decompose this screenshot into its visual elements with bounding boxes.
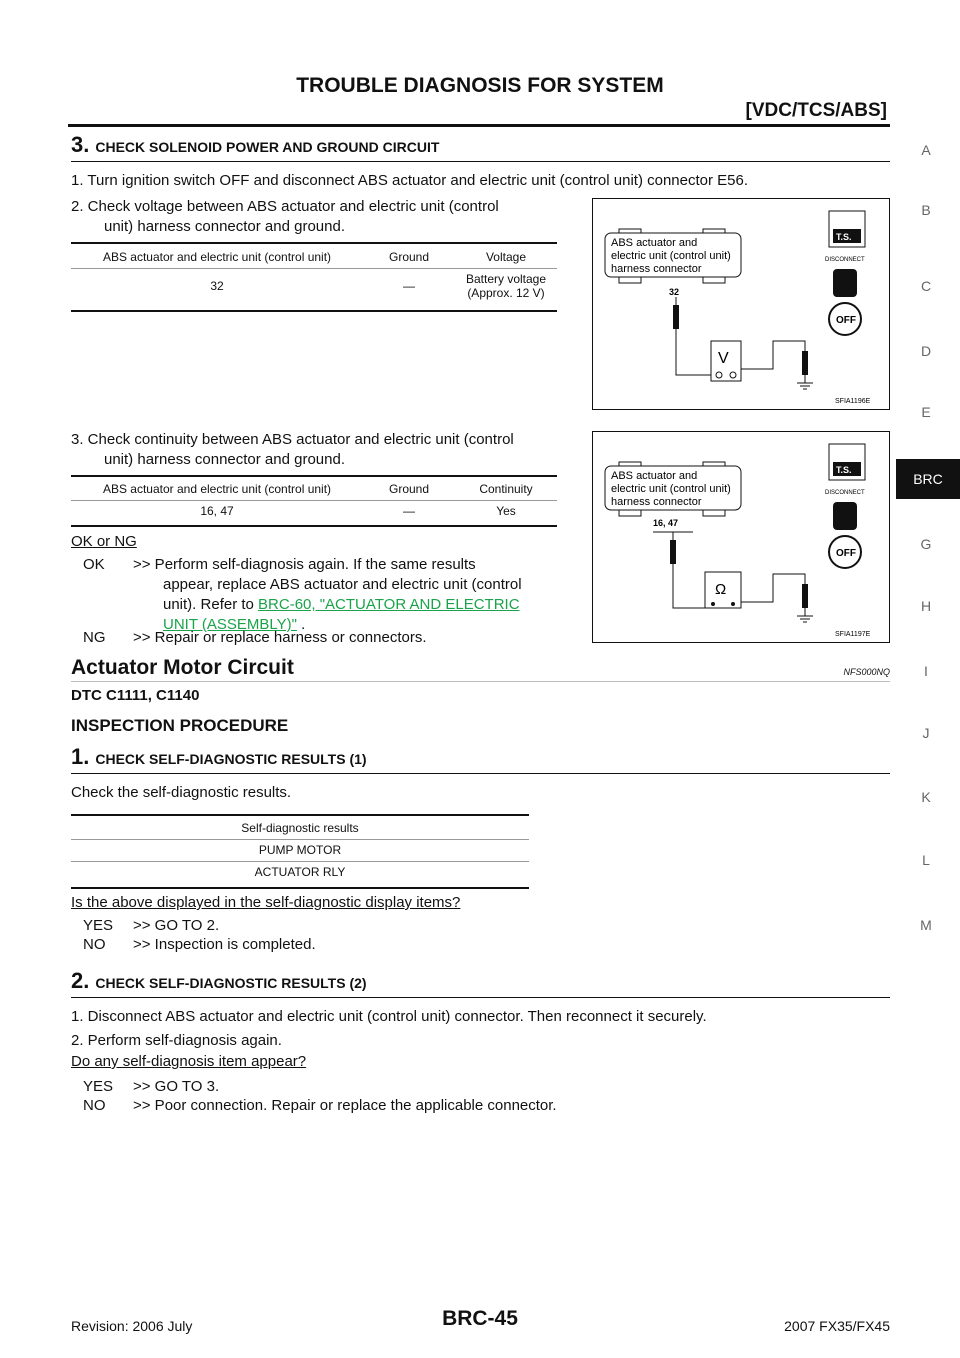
step3-item2-line2: unit) harness connector and ground.	[104, 218, 345, 235]
section-tab-h[interactable]: H	[920, 598, 932, 614]
table2-cell-continuity: Yes	[496, 504, 516, 519]
section-tab-c[interactable]: C	[920, 278, 932, 294]
ok-result	[133, 555, 585, 635]
table1-voltage-line2: (Approx. 12 V)	[467, 285, 545, 300]
table2-cell-ground: —	[403, 504, 415, 519]
footer-revision: Revision: 2006 July	[71, 1318, 193, 1334]
step2-rule	[71, 997, 890, 998]
diag1-label1: ABS actuator and	[611, 237, 698, 249]
ok-text-end: .	[296, 616, 306, 633]
diag2-label1: ABS actuator and	[611, 470, 698, 482]
step3-item3-line1: 3. Check continuity between ABS actuator and electric unit (control	[71, 431, 514, 448]
section-tab-j[interactable]: J	[922, 725, 930, 741]
step1-yes: >> GO TO 2.	[133, 917, 220, 934]
diag1-pin: 32	[669, 287, 680, 297]
section-tab-l[interactable]: L	[922, 852, 930, 868]
step1-no: >> Inspection is completed.	[133, 936, 316, 953]
step1-table-top	[71, 814, 529, 816]
ok-label: OK	[83, 556, 105, 573]
table1-top-rule	[71, 242, 557, 244]
table2-header-ground: Ground	[388, 481, 430, 496]
ok-ng-heading: OK or NG	[71, 533, 137, 550]
table1-bottom-rule	[71, 310, 557, 312]
diag1-code: SFIA1196E	[835, 398, 871, 405]
continuity-check-diagram	[592, 431, 890, 643]
step3-rule	[71, 161, 890, 162]
ok-text-line1: >> Perform self-diagnosis again. If the same results	[133, 556, 476, 573]
step3-item3-line2: unit) harness connector and ground.	[104, 451, 345, 468]
step2-heading	[71, 968, 367, 994]
step1-no-label: NO	[83, 936, 106, 953]
table1-cell-pin: 32	[210, 278, 224, 293]
diag2-code: SFIA1197E	[835, 631, 871, 638]
section-code: NFS000NQ	[843, 667, 890, 677]
diag2-disconnect: DISCONNECT	[825, 490, 865, 496]
diag2-label2: electric unit (control unit)	[611, 483, 731, 495]
table1-voltage-line1: Battery voltage	[465, 271, 547, 286]
step2-question: Do any self-diagnosis item appear?	[71, 1053, 307, 1070]
voltage-table	[71, 246, 557, 303]
diag1-label2: electric unit (control unit)	[611, 250, 731, 262]
diag1-ts: T.S.	[836, 232, 852, 242]
section-title: Actuator Motor Circuit	[71, 656, 294, 679]
step1-heading	[71, 744, 367, 770]
table2-cell-pins: 16, 47	[200, 504, 234, 519]
step2-title: CHECK SELF-DIAGNOSTIC RESULTS (2)	[95, 975, 367, 991]
header-rule	[68, 124, 890, 127]
step2-no: >> Poor connection. Repair or replace the applicable connector.	[133, 1097, 557, 1114]
step2-item1: 1. Disconnect ABS actuator and electric unit (control unit) connector. Then reconnect it securely.	[71, 1008, 707, 1025]
diag2-off: OFF	[836, 548, 856, 559]
section-tab-brc[interactable]: BRC	[896, 459, 960, 499]
diag2-pin: 16, 47	[653, 518, 679, 528]
diag1-meter: V	[718, 350, 729, 367]
footer-model: 2007 FX35/FX45	[784, 1318, 890, 1334]
page-subtitle: [VDC/TCS/ABS]	[745, 100, 887, 121]
section-tab-k[interactable]: K	[921, 789, 931, 805]
diag2-label3: harness connector	[611, 496, 702, 508]
step1-yes-label: YES	[83, 917, 114, 934]
section-rule	[71, 681, 890, 682]
inspection-heading: INSPECTION PROCEDURE	[71, 716, 289, 735]
step2-number: 2.	[71, 968, 90, 993]
table2-bottom-rule	[71, 525, 557, 527]
step2-item2: 2. Perform self-diagnosis again.	[71, 1032, 282, 1049]
diag2-ts: T.S.	[836, 465, 852, 475]
diag2-meter: Ω	[715, 581, 727, 598]
section-tab-d[interactable]: D	[920, 343, 932, 359]
step3-number: 3.	[71, 132, 90, 157]
table1-header-voltage: Voltage	[485, 249, 527, 264]
voltage-check-diagram	[592, 198, 890, 410]
diag1-label3: harness connector	[611, 263, 702, 275]
step3-heading	[71, 132, 439, 158]
sd-table-row-relay: ACTUATOR RLY	[254, 865, 346, 880]
step2-yes: >> GO TO 3.	[133, 1078, 220, 1095]
step3-item2-line1: 2. Check voltage between ABS actuator and electric unit (control	[71, 198, 499, 215]
page-title: TROUBLE DIAGNOSIS FOR SYSTEM	[296, 74, 664, 97]
ok-reference-link-cont[interactable]: UNIT (ASSEMBLY)"	[163, 616, 297, 633]
step3-title: CHECK SOLENOID POWER AND GROUND CIRCUIT	[95, 139, 440, 155]
step3-item1: 1. Turn ignition switch OFF and disconnect ABS actuator and electric unit (control unit) connector E56.	[71, 172, 749, 189]
step1-rule	[71, 773, 890, 774]
sd-table-header: Self-diagnostic results	[241, 820, 359, 835]
ok-text-line3: unit). Refer to	[163, 596, 254, 613]
table1-header-ground: Ground	[388, 249, 430, 264]
voltage-diagram-svg	[593, 199, 889, 409]
ng-result: >> Repair or replace harness or connectors.	[133, 629, 427, 646]
footer-page-number: BRC-45	[442, 1307, 518, 1330]
section-tab-i[interactable]: I	[924, 663, 928, 679]
section-tab-a[interactable]: A	[921, 142, 931, 158]
continuity-diagram-svg	[593, 432, 889, 642]
diag1-off: OFF	[836, 315, 856, 326]
section-tab-e[interactable]: E	[921, 404, 931, 420]
continuity-table	[71, 478, 557, 522]
step1-question: Is the above displayed in the self-diagnostic display items?	[71, 894, 461, 911]
section-tab-m[interactable]: M	[920, 917, 932, 933]
ok-text-line2: appear, replace ABS actuator and electric unit (control	[163, 576, 522, 593]
step1-title: CHECK SELF-DIAGNOSTIC RESULTS (1)	[95, 751, 367, 767]
table2-top-rule	[71, 475, 557, 477]
table2-header-unit: ABS actuator and electric unit (control unit)	[102, 481, 332, 496]
dtc-label: DTC C1111, C1140	[71, 687, 200, 704]
step1-number: 1.	[71, 744, 90, 769]
section-tab-g[interactable]: G	[920, 536, 932, 552]
step2-no-label: NO	[83, 1097, 106, 1114]
ok-reference-link[interactable]: BRC-60, "ACTUATOR AND ELECTRIC	[258, 596, 520, 613]
ng-label: NG	[83, 629, 106, 646]
step1-text: Check the self-diagnostic results.	[71, 784, 292, 801]
step3-item2	[71, 197, 591, 237]
table2-header-continuity: Continuity	[479, 481, 533, 496]
step3-item3	[71, 430, 591, 470]
step1-table-bottom	[71, 887, 529, 889]
step2-yes-label: YES	[83, 1078, 114, 1095]
table1-cell-ground: —	[403, 278, 415, 293]
diag1-disconnect: DISCONNECT	[825, 257, 865, 263]
sd-table-row-pump: PUMP MOTOR	[258, 843, 342, 857]
self-diagnostic-table	[71, 817, 529, 883]
section-tab-b[interactable]: B	[921, 202, 931, 218]
table1-header-unit: ABS actuator and electric unit (control unit)	[102, 249, 332, 264]
table1-cell-voltage	[455, 268, 557, 303]
